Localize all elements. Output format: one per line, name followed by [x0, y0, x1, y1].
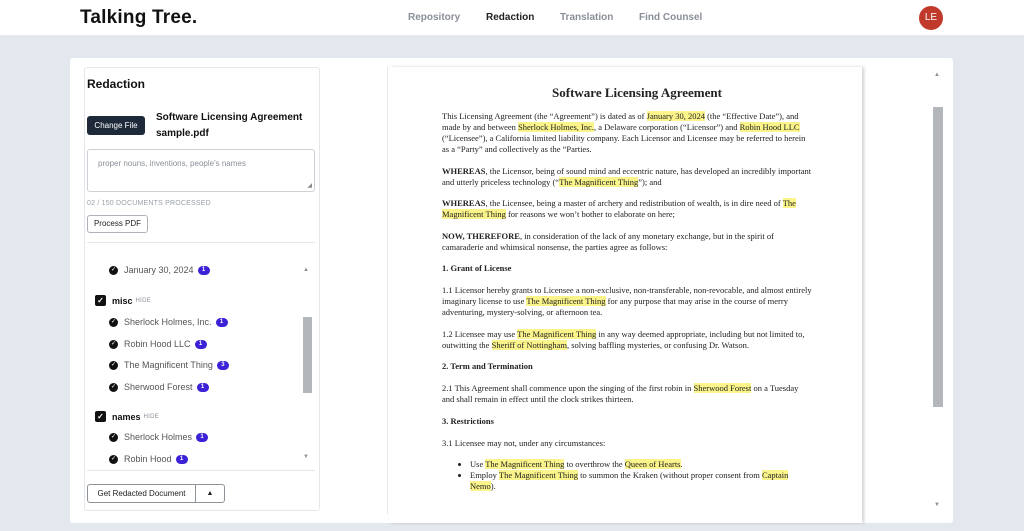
- entity-item[interactable]: [109, 382, 209, 392]
- entity-group-misc[interactable]: [95, 295, 151, 306]
- entity-label: January 30, 2024: [124, 265, 194, 275]
- divider: [87, 470, 315, 471]
- list-item: • Employ The Magnificent Thing to summon the Kraken (without proper consent from Captain Nemo).: [470, 470, 812, 492]
- group-label: misc: [112, 295, 133, 306]
- redaction-highlight[interactable]: The Magnificent Thing: [559, 176, 639, 187]
- entity-label: Robin Hood LLC: [124, 339, 191, 349]
- hide-link[interactable]: HIDE: [143, 413, 160, 420]
- entity-label: Sherlock Holmes: [124, 432, 193, 442]
- change-file-button[interactable]: Change File: [87, 116, 145, 135]
- count-badge: 1: [195, 340, 207, 349]
- group-label: names: [112, 411, 141, 422]
- get-redacted-document-button[interactable]: Get Redacted Document: [88, 485, 196, 502]
- check-icon: ✓: [110, 266, 117, 273]
- paragraph: 3.1 Licensee may not, under any circumstances:: [442, 437, 606, 448]
- check-icon: ✓: [110, 361, 117, 368]
- section-heading: 1. Grant of License: [442, 263, 512, 273]
- redaction-highlight[interactable]: Sherwood Forest: [693, 383, 752, 393]
- scroll-down-arrow-icon[interactable]: ▼: [934, 502, 940, 508]
- redaction-highlight[interactable]: The Magnificent Thing: [517, 328, 597, 339]
- section-heading: 2. Term and Termination: [442, 361, 533, 371]
- redaction-highlight[interactable]: Sheriff of Nottingham: [491, 339, 567, 350]
- entity-item-date[interactable]: [109, 265, 210, 275]
- top-navbar: [0, 0, 1024, 36]
- scrollbar-thumb[interactable]: [933, 107, 943, 407]
- paragraph: This Licensing Agreement (the “Agreement”) is dated as of January 30, 2024 (the “Effective Date”), and made by and between Sherlock Holmes, Inc., a Delaware corporation (“Licensor”) and Robin Hood LLC (“Licensee”), a California limited liability company. Each Licensor and Licensee may be referred to herein as a “Party” and collectively as the “Parties.: [442, 111, 806, 154]
- entity-label: Sherwood Forest: [124, 382, 193, 392]
- process-pdf-button[interactable]: Process PDF: [87, 215, 148, 233]
- divider: [87, 242, 315, 243]
- paragraph: WHEREAS, the Licensor, being of sound mind and eccentric nature, has developed an incredibly important and utterly priceless technology (“The Magnificent Thing”); and: [442, 165, 812, 187]
- documents-processed-counter: 02 / 150 DOCUMENTS PROCESSED: [87, 200, 211, 207]
- redaction-highlight[interactable]: The Magnificent Thing: [498, 470, 579, 480]
- count-badge: 3: [217, 361, 229, 370]
- checkbox-icon[interactable]: ✓: [95, 411, 106, 422]
- redaction-highlight[interactable]: Robin Hood LLC: [739, 122, 800, 132]
- panel-divider: [387, 67, 388, 514]
- paragraph: WHEREAS, the Licensee, being a master of archery and redistribution of wealth, is in dire need of The Magnificent Thing for reasons we won’t bother to elaborate on here;: [442, 198, 796, 219]
- nav-redaction[interactable]: Redaction: [486, 12, 535, 23]
- caret-up-icon[interactable]: ▲: [206, 490, 214, 497]
- check-icon: ✓: [110, 433, 117, 440]
- resize-handle-icon[interactable]: ◢: [307, 183, 312, 189]
- redaction-highlight[interactable]: Queen of Hearts: [624, 459, 681, 469]
- count-badge: 1: [197, 383, 209, 392]
- check-icon: ✓: [110, 455, 117, 462]
- redaction-highlight[interactable]: The Magnificent Thing: [485, 459, 565, 469]
- paragraph: 1.1 Licensor hereby grants to Licensee a non-exclusive, non-transferable, non-revocable, and almost entirely imaginary license to use The Magnificent Thing for any purpose that may arise in the course of merry adventuring, mystery-solving, or afternoon tea.: [442, 285, 812, 317]
- prompt-placeholder: proper nouns, inventions, people's names: [98, 159, 246, 168]
- nav-repository[interactable]: Repository: [408, 12, 461, 23]
- count-badge: 1: [196, 433, 208, 442]
- list-item: • Use The Magnificent Thing to overthrow the Queen of Hearts.: [470, 459, 812, 470]
- user-avatar[interactable]: LE: [919, 6, 943, 30]
- brand-logo[interactable]: Talking Tree.: [80, 7, 198, 28]
- count-badge: 1: [176, 455, 188, 464]
- scroll-up-arrow-icon[interactable]: ▲: [934, 72, 940, 78]
- section-heading: 3. Restrictions: [442, 415, 494, 426]
- restrictions-list: [470, 459, 812, 492]
- redaction-highlight[interactable]: Sherlock Holmes, Inc.: [518, 122, 595, 132]
- document-title: Software Licensing Agreement: [552, 85, 722, 100]
- paragraph: NOW, THEREFORE, in consideration of the lack of any monetary exchange, but in the spirit of camaraderie and whimsical nonsense, the parties agree as follows:: [442, 230, 774, 252]
- check-icon: ✓: [110, 340, 117, 347]
- entity-item[interactable]: [109, 360, 229, 370]
- redaction-workspace: [70, 58, 953, 523]
- paragraph: 1.2 Licensee may use The Magnificent Thing in any way deemed appropriate, including but not limited to, outwitting the Sheriff of Nottingham, solving baffling mysteries, or confusing Dr. Watson.: [442, 328, 805, 350]
- paragraph: 2.1 This Agreement shall commence upon the singing of the first robin in Sherwood Forest on a Tuesday and shall remain in effect until the clock strikes thirteen.: [442, 383, 799, 404]
- entity-label: The Magnificent Thing: [124, 360, 213, 370]
- chevron-up-icon[interactable]: ▲: [303, 267, 309, 273]
- panel-title: Redaction: [87, 77, 146, 91]
- entity-label: Sherlock Holmes, Inc.: [124, 317, 212, 327]
- redaction-panel: [84, 67, 320, 511]
- get-redacted-document-split-button[interactable]: [87, 484, 225, 503]
- entity-list[interactable]: [85, 251, 321, 464]
- entity-label: Robin Hood: [124, 454, 172, 464]
- check-icon: ✓: [110, 318, 117, 325]
- redaction-highlight[interactable]: The Magnificent Thing: [442, 198, 796, 219]
- count-badge: 1: [198, 266, 210, 275]
- hide-link[interactable]: HIDE: [135, 297, 152, 304]
- count-badge: 1: [216, 318, 228, 327]
- entity-group-names[interactable]: [95, 411, 159, 422]
- entity-item[interactable]: [109, 432, 208, 442]
- document-scrollbar[interactable]: [931, 67, 944, 514]
- entity-item[interactable]: [109, 454, 188, 464]
- check-icon: ✓: [110, 383, 117, 390]
- redaction-highlight[interactable]: January 30, 2024: [646, 111, 705, 121]
- redaction-highlight[interactable]: The Magnificent Thing: [526, 296, 606, 306]
- redaction-prompt-input[interactable]: [87, 149, 315, 192]
- file-name: Software Licensing Agreement sample.pdf: [156, 112, 303, 139]
- entity-item[interactable]: [109, 339, 207, 349]
- chevron-down-icon[interactable]: ▼: [303, 454, 309, 460]
- redaction-highlight[interactable]: Captain Nemo: [470, 470, 789, 491]
- entity-item[interactable]: [109, 317, 228, 327]
- checkbox-icon[interactable]: ✓: [95, 295, 106, 306]
- document-content: [442, 85, 812, 492]
- document-viewer[interactable]: [389, 67, 862, 523]
- list-scrollbar[interactable]: [303, 317, 312, 393]
- nav-translation[interactable]: Translation: [560, 12, 614, 23]
- nav-find-counsel[interactable]: Find Counsel: [639, 12, 703, 23]
